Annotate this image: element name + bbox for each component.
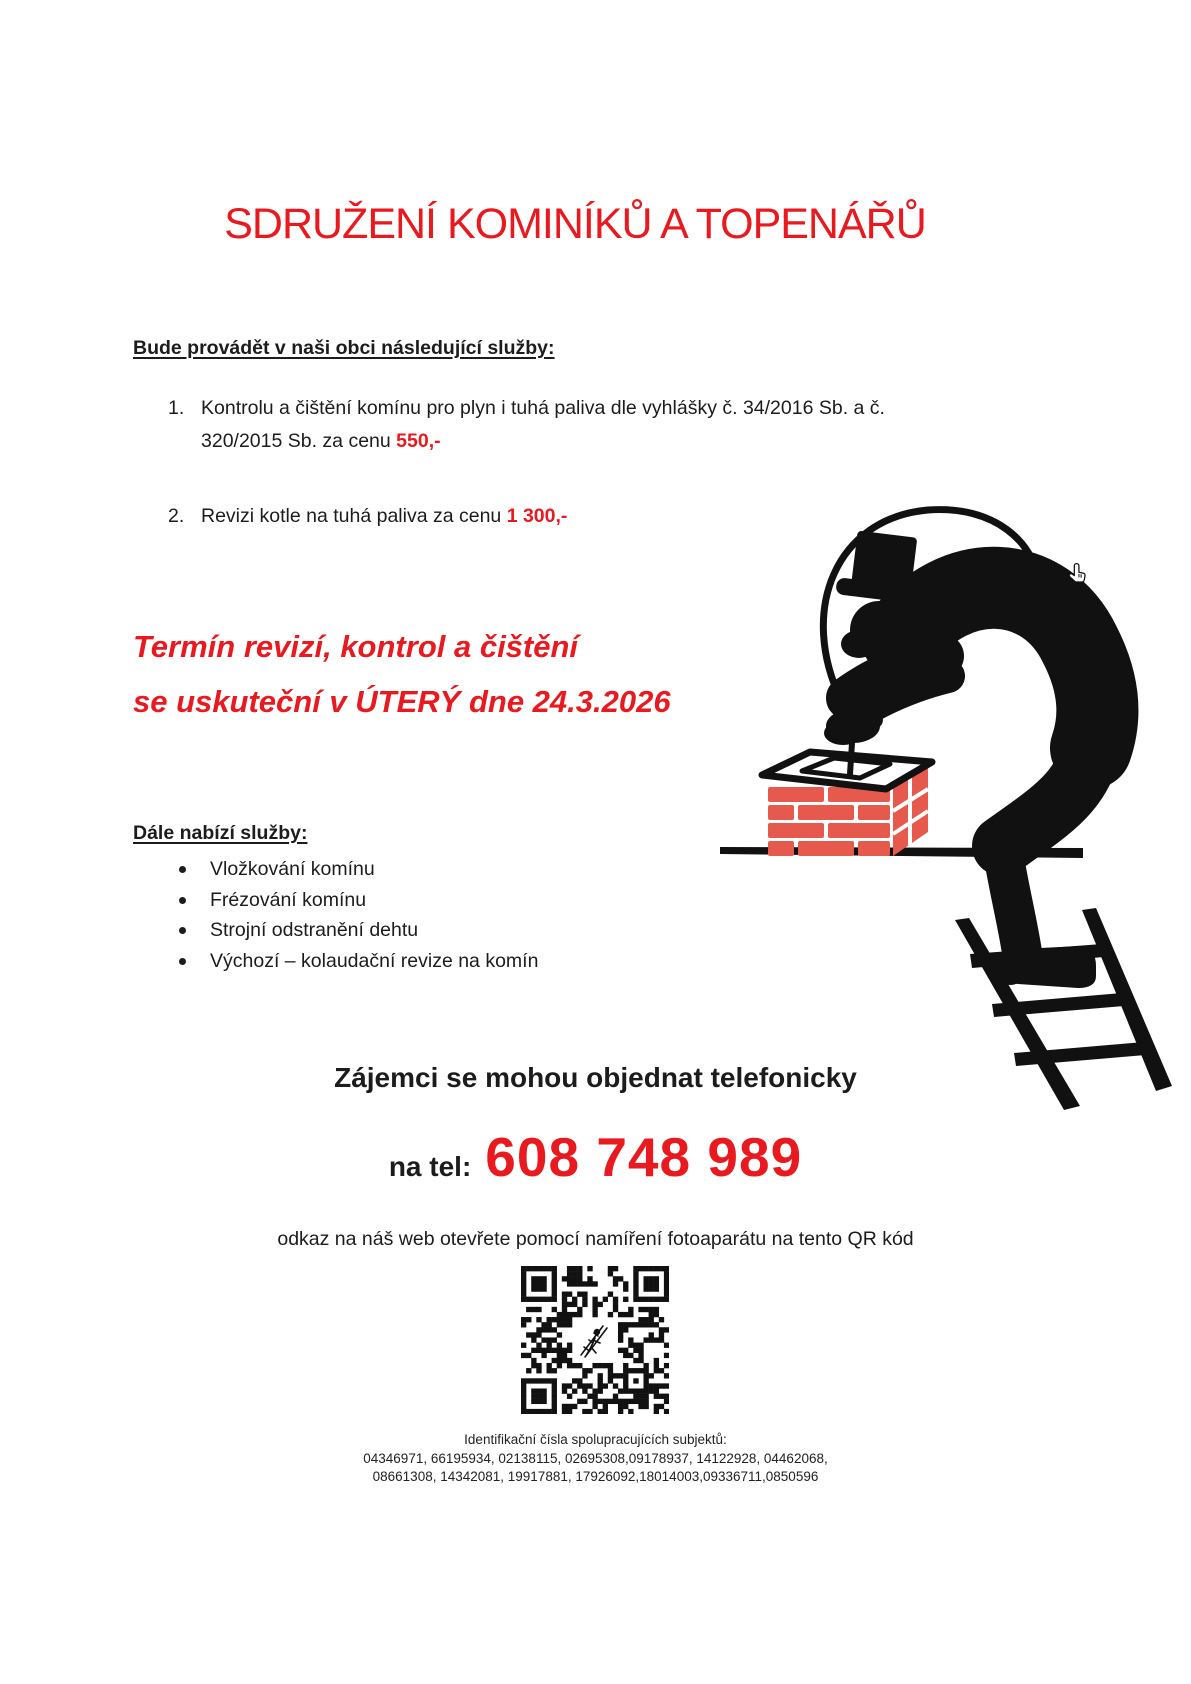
footer-ids-line: 04346971, 66195934, 02138115, 02695308,09178937, 14122928, 04462068, — [363, 1450, 828, 1466]
footer — [0, 1431, 1191, 1487]
footer-heading: Identifikační čísla spolupracujících subjektů: — [464, 1432, 727, 1447]
services-heading: Dále nabízí služby: — [133, 822, 308, 844]
service-number: 1. — [168, 397, 185, 419]
phone-row — [0, 1126, 1191, 1188]
footer-ids-line: 08661308, 14342081, 19917881, 17926092,18014003,09336711,0850596 — [372, 1469, 819, 1484]
service-text — [201, 392, 963, 458]
shin — [1002, 846, 1022, 952]
contact-heading: Zájemci se mohou objednat telefonicky — [334, 1062, 857, 1093]
qr-code — [521, 1266, 669, 1414]
service-price: 1 300,- — [506, 505, 568, 527]
list-item: Vložkování komínu — [177, 854, 538, 885]
ladder — [955, 908, 1172, 1110]
list-item: Výchozí – kolaudační revize na komín — [177, 946, 538, 977]
numbered-service-1 — [168, 392, 963, 458]
qr-instruction: odkaz na náš web otevřete pomocí namíření fotoaparátu na tento QR kód — [277, 1228, 914, 1250]
page-title: SDRUŽENÍ KOMINÍKŮ A TOPENÁŘŮ — [224, 200, 926, 248]
date-notice-line-2: se uskuteční v ÚTERÝ dne 24.3.2026 — [133, 684, 671, 719]
date-notice-line-1: Termín revizí, kontrol a čištění — [133, 629, 579, 664]
services-list — [177, 854, 538, 976]
intro-heading: Bude provádět v naši obci následující služby: — [133, 337, 555, 359]
qr-center-logo — [573, 1318, 617, 1362]
service-price: 550,- — [396, 430, 441, 452]
hand — [844, 700, 870, 726]
boot-toe — [993, 951, 1027, 985]
list-item: Frézování komínu — [177, 885, 538, 916]
service-number: 2. — [168, 505, 185, 527]
service-description: Kontrolu a čištění komínu pro plyn i tuhá paliva dle vyhlášky č. 34/2016 Sb. a č. 320/2015 Sb. za cenu — [201, 397, 885, 452]
top-hat — [835, 531, 932, 606]
phone-label: na tel: — [388, 1151, 472, 1182]
chimney-front-bricks — [768, 787, 890, 856]
brick-chimney — [762, 752, 932, 856]
chimney-sweep-illustration — [650, 460, 1190, 1110]
list-item: Strojní odstranění dehtu — [177, 915, 538, 946]
face — [841, 630, 877, 658]
service-description: Revizi kotle na tuhá paliva za cenu — [201, 505, 507, 527]
phone-number: 608 748 989 — [485, 1126, 803, 1188]
